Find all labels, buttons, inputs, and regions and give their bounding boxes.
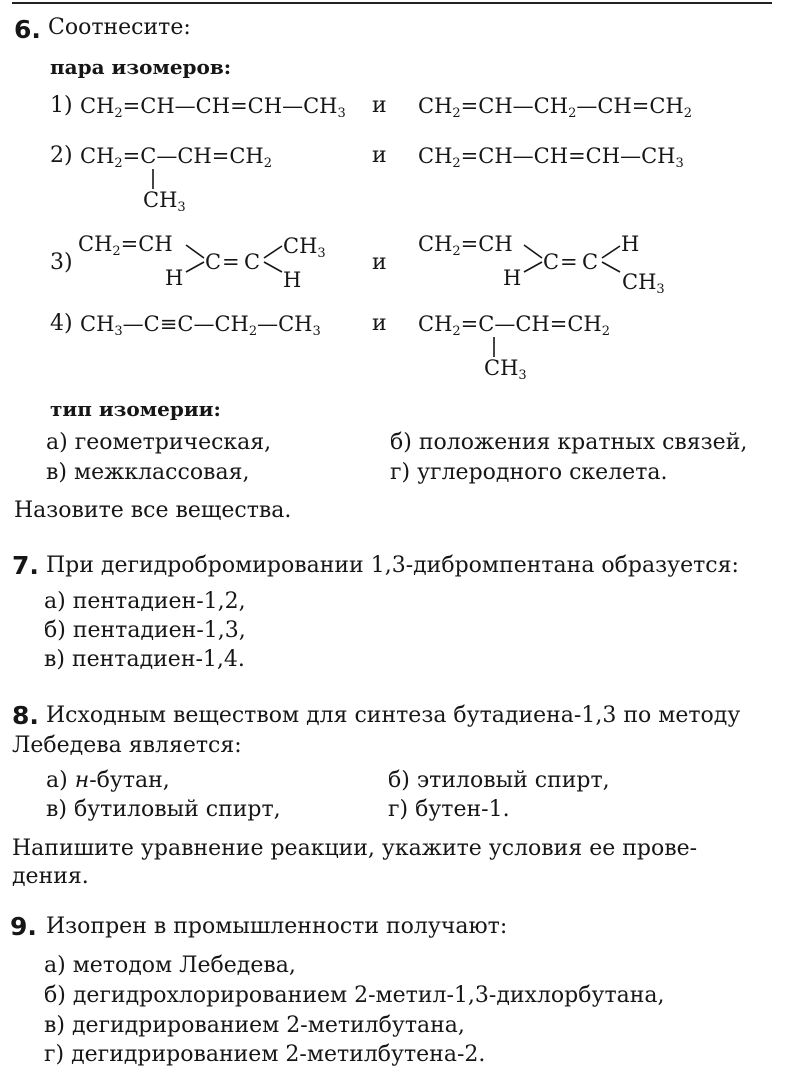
q8-number: 8. xyxy=(12,701,39,730)
q8-footer-line1: Напишите уравнение реакции, укажите условия ее прове- xyxy=(12,836,698,861)
pair2-label: 2) xyxy=(50,143,73,168)
pair3-label: 3) xyxy=(50,250,73,275)
pair3-left-h1: H xyxy=(165,266,184,290)
pair1-and: и xyxy=(372,93,387,118)
q6-footer: Назовите все вещества. xyxy=(14,498,292,523)
q9-option-d: г) дегидрированием 2-метилбутена-2. xyxy=(44,1042,486,1067)
pair1-label: 1) xyxy=(50,93,73,118)
pair4-label: 4) xyxy=(50,311,73,336)
pair3-left-bonds xyxy=(180,240,300,280)
q7-text: При дегидробромировании 1,3-дибромпентана образуется: xyxy=(46,553,739,578)
q8-option-d: г) бутен-1. xyxy=(388,797,510,822)
pair3-right-bonds xyxy=(518,240,638,280)
q6-type-c: в) межклассовая, xyxy=(46,460,250,485)
q7-option-b: б) пентадиен-1,3, xyxy=(44,618,246,643)
pair3-left-vinyl: $CH_2=CH$ xyxy=(78,232,173,259)
q9-option-a: а) методом Лебедева, xyxy=(44,953,296,978)
pair3-and: и xyxy=(372,250,387,275)
pair3-right-h2: H xyxy=(621,232,640,256)
q9-text: Изопрен в промышленности получают: xyxy=(46,914,508,939)
q8-text-line2: Лебедева является: xyxy=(12,733,242,758)
pair4-and: и xyxy=(372,311,387,336)
q7-number: 7. xyxy=(12,551,39,580)
pair2-left-formula: $CH_2=C—CH=CH_2$ xyxy=(80,144,273,171)
q8-footer-line2: дения. xyxy=(12,864,89,889)
pair1-right-formula: $CH_2=CH—CH_2—CH=CH_2$ xyxy=(418,94,693,121)
q8-text-line1: Исходным веществом для синтеза бутадиена-1,3 по методу xyxy=(46,703,741,728)
pair2-left-methyl: $CH_3$ xyxy=(143,188,186,215)
q6-type-d: г) углеродного скелета. xyxy=(390,460,668,485)
pair3-left-c1: C xyxy=(205,250,222,274)
q6-number: 6. xyxy=(14,15,41,44)
q9-option-b: б) дегидрохлорированием 2-метил-1,3-дихлорбутана, xyxy=(44,983,665,1008)
q8-option-a: а) н-бутан, xyxy=(46,768,170,793)
top-rule xyxy=(12,2,772,4)
pair3-left-c2: C xyxy=(244,250,261,274)
q9-option-c: в) дегидрированием 2-метилбутана, xyxy=(44,1013,465,1038)
pair2-right-formula: $CH_2=CH—CH=CH—CH_3$ xyxy=(418,144,684,171)
q6-pairs-heading: пара изомеров: xyxy=(50,55,232,79)
pair3-right-c2: C xyxy=(582,250,599,274)
pair3-right-double-bond: = xyxy=(560,250,578,274)
q7-option-c: в) пентадиен-1,4. xyxy=(44,647,245,672)
q7-option-a: а) пентадиен-1,2, xyxy=(44,589,246,614)
pair3-right-h1: H xyxy=(503,266,522,290)
q9-number: 9. xyxy=(10,912,37,941)
pair3-left-double-bond: = xyxy=(222,250,240,274)
q8-option-b: б) этиловый спирт, xyxy=(388,768,610,793)
pair3-left-methyl: $CH_3$ xyxy=(283,234,326,261)
q6-types-heading: тип изомерии: xyxy=(50,397,221,421)
q6-type-b: б) положения кратных связей, xyxy=(390,430,748,455)
pair4-left-formula: $CH_3—C\equiv C—CH_2—CH_3$ xyxy=(80,312,321,339)
pair3-right-vinyl: $CH_2=CH$ xyxy=(418,232,513,259)
pair1-left-formula: $CH_2=CH—CH=CH—CH_3$ xyxy=(80,94,346,121)
pair3-right-methyl: $CH_3$ xyxy=(622,270,665,297)
q8-option-c: в) бутиловый спирт, xyxy=(46,797,281,822)
pair3-left-h2: H xyxy=(283,268,302,292)
q6-type-a: а) геометрическая, xyxy=(46,430,272,455)
pair2-and: и xyxy=(372,143,387,168)
q6-title: Соотнесите: xyxy=(48,15,191,40)
pair4-right-methyl: $CH_3$ xyxy=(484,356,527,383)
pair3-right-c1: C xyxy=(543,250,560,274)
pair4-right-formula: $CH_2=C—CH=CH_2$ xyxy=(418,312,611,339)
